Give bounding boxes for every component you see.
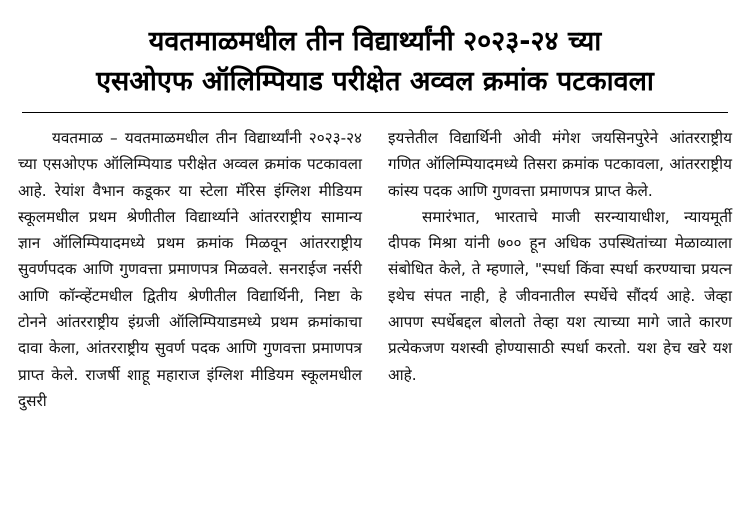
paragraph: समारंभात, भारताचे माजी सरन्यायाधीश, न्यायमूर्ती दीपक मिश्रा यांनी ७०० हून अधिक उपस्थितांच्या मेळाव्याला संबोधित केले, ते म्हणाले, "स्पर्धा किंवा स्पर्धा करण्याचा प्रयत्न इथेच संपत नाही, हे जीवनातील स्पर्धेचे सौंदर्य आहे. जेव्हा आपण स्पर्धेबद्दल बोलतो तेव्हा यश त्याच्या मागे जाते कारण प्रत्येकजण यशस्वी होण्यासाठी स्पर्धा करतो. यश हेच खरे यश आहे. (388, 207, 732, 384)
paragraph: यवतमाळ – यवतमाळमधील तीन विद्यार्थ्यांनी २०२३-२४ च्या एसओएफ ऑलिम्पियाड परीक्षेत अव्वल क्रमांक पटकावला आहे. रेयांश वैभान कडूकर या स्टेला मॅरिस इंग्लिश मीडियम स्कूलमधील प्रथम श्रेणीतील विद्यार्थ्याने आंतरराष्ट्रीय सामान्य ज्ञान ऑलिम्पियादमध्ये प्रथम क्रमांक मिळवून आंतरराष्ट्रीय सुवर्णपदक आणि गुणवत्ता प्रमाणपत्र मिळवले. सनराईज नर्सरी आणि कॉन्व्हेंटमधील द्वितीय श्रेणीतील विद्यार्थिनी, निष्टा के टोनने आंतरराष्ट्रीय इंग्रजी ऑलिम्पियाडमध्ये प्रथम क्रमांकाचा दावा केला, आंतरराष्ट्रीय सुवर्ण पदक आणि गुणवत्ता प्रमाणपत्र प्राप्त केले. राजर्षी शाहू महाराज इंग्लिश मीडियम स्कूलमधील दुसरी (18, 128, 362, 410)
headline-line-1: यवतमाळमधील तीन विद्यार्थ्यांनी २०२३-२४ च्या (148, 26, 602, 57)
paragraph: इयत्तेतील विद्यार्थिनी ओवी मंगेश जयसिनपुरेने आंतरराष्ट्रीय गणित ऑलिम्पियादमध्ये तिसरा क्रमांक पटकावला, आंतरराष्ट्रीय कांस्य पदक आणि गुणवत्ता प्रमाणपत्र प्राप्त केले. (388, 128, 732, 200)
headline-divider (22, 112, 728, 113)
article-column-left (18, 125, 362, 414)
column-left-body (18, 125, 362, 414)
headline-line-2: एसओएफ ऑलिम्पियाड परीक्षेत अव्वल क्रमांक पटकावला (96, 65, 654, 97)
page-title (24, 22, 726, 102)
column-right-body (388, 125, 732, 388)
article-columns (18, 125, 732, 414)
article-column-right (388, 125, 732, 388)
